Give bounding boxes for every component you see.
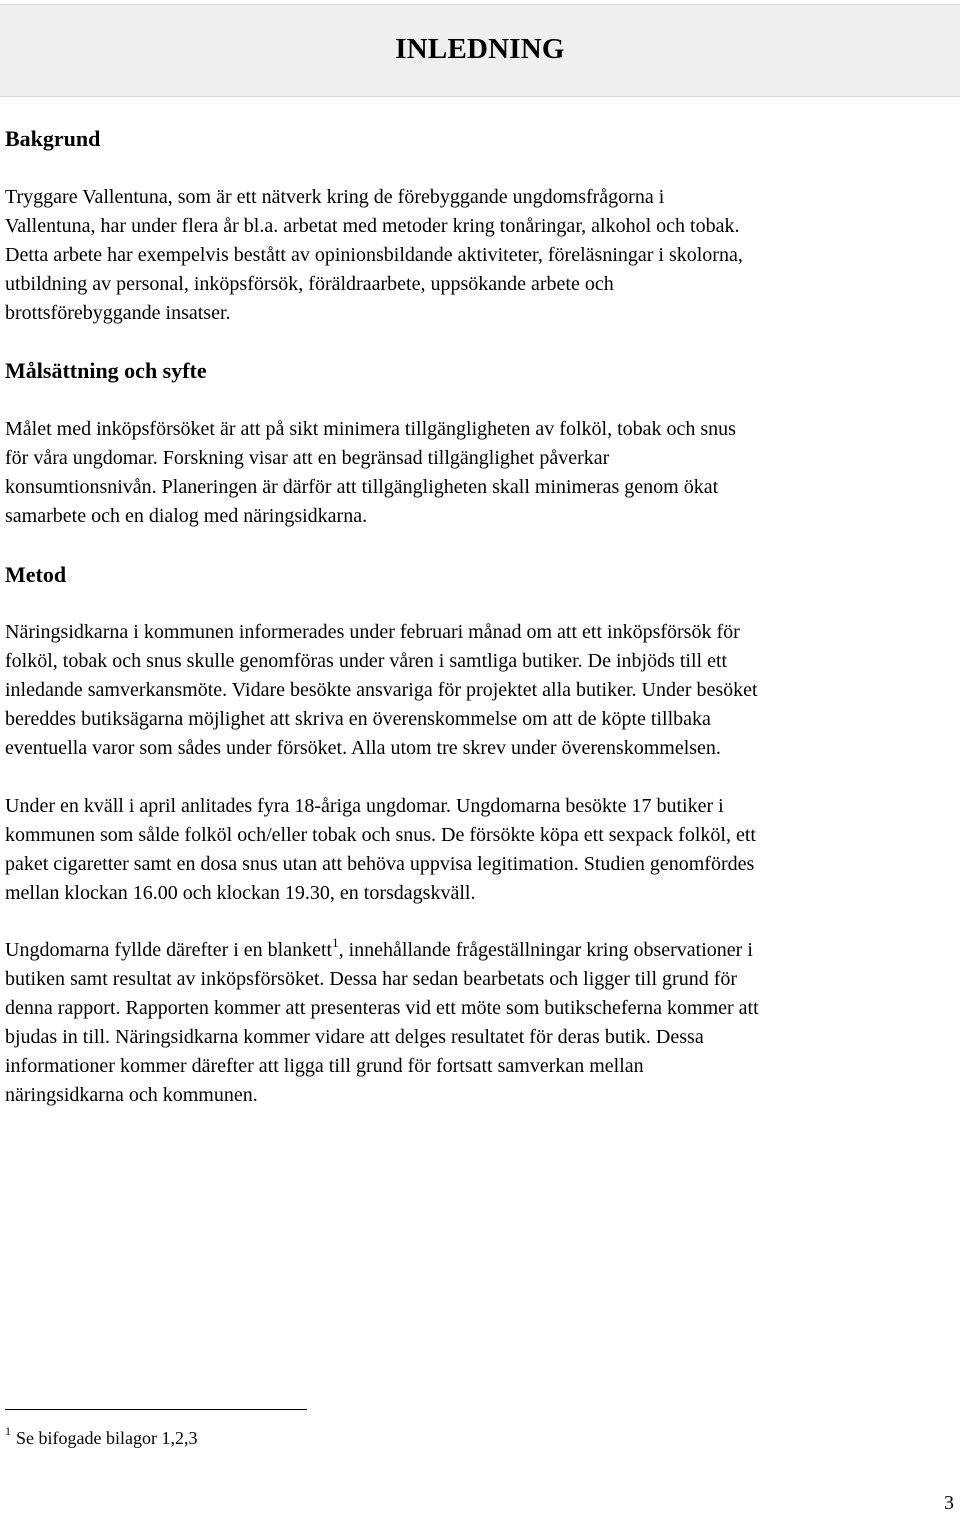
footnote-marker: 1 <box>5 1424 11 1438</box>
paragraph-malsattning <box>5 415 945 531</box>
section-heading-malsattning: Målsättning och syfte <box>5 358 207 383</box>
text-fragment: Ungdomarna fyllde därefter i en blankett <box>5 939 333 961</box>
footnote-divider <box>5 1409 307 1410</box>
text-line: Under en kväll i april anlitades fyra 18-åriga ungdomar. Ungdomarna besökte 17 butiker i <box>5 795 724 817</box>
text-line: för våra ungdomar. Forskning visar att en begränsad tillgänglighet påverkar <box>5 447 610 469</box>
text-line: näringsidkarna och kommunen. <box>5 1084 258 1106</box>
text-fragment: , innehållande frågeställningar kring observationer i <box>338 939 753 961</box>
text-line: kommunen som sålde folköl och/eller tobak och snus. De försökte köpa ett sexpack folköl, ett <box>5 824 756 846</box>
text-line: utbildning av personal, inköpsförsök, föräldraarbete, uppsökande arbete och <box>5 273 614 295</box>
text-line: eventuella varor som sådes under försöket. Alla utom tre skrev under överenskommelsen. <box>5 737 721 759</box>
text-line: konsumtionsnivån. Planeringen är därför att tillgängligheten skall minimeras genom ökat <box>5 476 719 498</box>
text-line: folköl, tobak och snus skulle genomföras under våren i samtliga butiker. De inbjöds till ett <box>5 650 728 672</box>
text-line: bjudas in till. Näringsidkarna kommer vidare att delges resultatet för deras butik. Dessa <box>5 1026 704 1048</box>
text-line: Näringsidkarna i kommunen informerades under februari månad om att ett inköpsförsök för <box>5 621 740 643</box>
text-line: Detta arbete har exempelvis bestått av opinionsbildande aktiviteter, föreläsningar i skolorna, <box>5 244 743 266</box>
footnote-reference: 1 <box>332 935 339 951</box>
section-heading-bakgrund: Bakgrund <box>5 126 101 151</box>
page-number: 3 <box>944 1492 954 1514</box>
text-line: mellan klockan 16.00 och klockan 19.30, en torsdagskväll. <box>5 882 476 904</box>
text-line <box>5 936 945 965</box>
text-line: informationer kommer därefter att ligga till grund för fortsatt samverkan mellan <box>5 1055 644 1077</box>
text-line: brottsförebyggande insatser. <box>5 302 231 324</box>
text-line: inledande samverkansmöte. Vidare besökte ansvariga för projektet alla butiker. Under besöket <box>5 679 758 701</box>
text-line: Vallentuna, har under flera år bl.a. arbetat med metoder kring tonåringar, alkohol och tobak. <box>5 215 740 237</box>
footnote <box>5 1419 197 1452</box>
text-line: Tryggare Vallentuna, som är ett nätverk kring de förebyggande ungdomsfrågorna i <box>5 186 665 208</box>
paragraph-metod-3 <box>5 936 945 1110</box>
text-line: bereddes butiksägarna möjlighet att skriva en överenskommelse om att de köpte tillbaka <box>5 708 711 730</box>
paragraph-bakgrund <box>5 183 945 328</box>
page-title: INLEDNING <box>395 33 565 65</box>
text-line: denna rapport. Rapporten kommer att presenteras vid ett möte som butikscheferna kommer att <box>5 997 759 1019</box>
paragraph-metod-1 <box>5 618 945 763</box>
text-line: samarbete och en dialog med näringsidkarna. <box>5 505 368 527</box>
text-line: paket cigaretter samt en dosa snus utan att behöva uppvisa legitimation. Studien genomfördes <box>5 853 755 875</box>
footnote-text: Se bifogade bilagor 1,2,3 <box>16 1428 198 1448</box>
text-line: butiken samt resultat av inköpsförsöket. Dessa har sedan bearbetats och ligger till grund för <box>5 968 738 990</box>
paragraph-metod-2 <box>5 792 945 908</box>
section-heading-metod: Metod <box>5 562 67 587</box>
text-line: Målet med inköpsförsöket är att på sikt minimera tillgängligheten av folköl, tobak och snus <box>5 418 736 440</box>
